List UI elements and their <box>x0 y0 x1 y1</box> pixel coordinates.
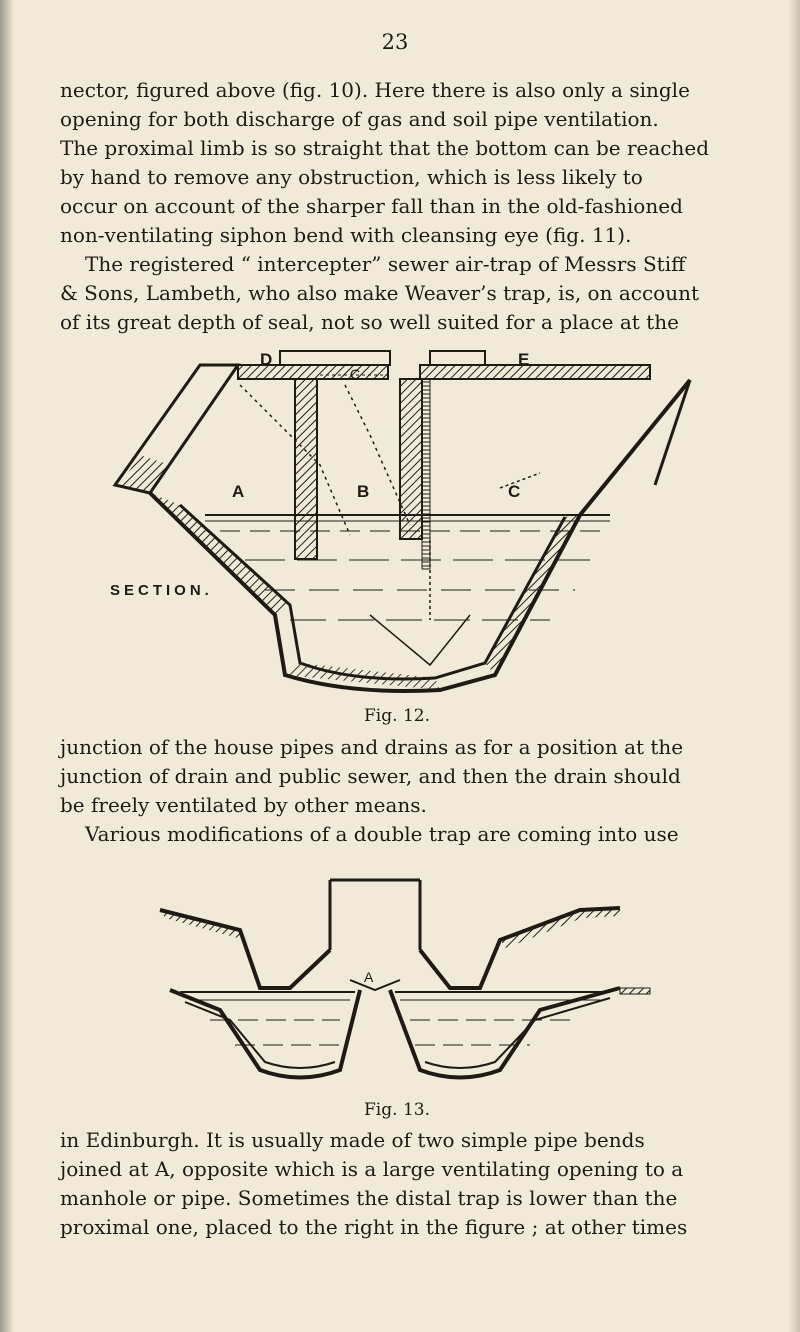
text-line: non-ventilating siphon bend with cleansing eye (fig. 11). <box>60 223 632 247</box>
paragraph-4 <box>60 820 740 849</box>
text-line: be freely ventilated by other means. <box>60 793 427 817</box>
label-c: C <box>508 482 521 501</box>
text-line: joined at A, opposite which is a large ventilating opening to a <box>60 1157 684 1181</box>
label-small-c: C <box>350 366 361 382</box>
text-line: junction of drain and public sewer, and then the drain should <box>60 764 681 788</box>
text-line: in Edinburgh. It is usually made of two simple pipe bends <box>60 1128 645 1152</box>
label-a: A <box>232 482 245 501</box>
text-line: of its great depth of seal, not so well suited for a place at the <box>60 310 679 334</box>
text-line: proximal one, placed to the right in the figure ; at other times <box>60 1215 688 1239</box>
label-section: SECTION. <box>110 582 213 599</box>
text-line: manhole or pipe. Sometimes the distal trap is lower than the <box>60 1186 678 1210</box>
figure-13-illustration <box>150 870 675 1110</box>
paragraph-2 <box>60 250 740 337</box>
label-b: B <box>357 482 370 501</box>
paragraph-1 <box>60 76 740 250</box>
text-line: junction of the house pipes and drains as for a position at the <box>60 735 684 759</box>
label-d: D <box>260 350 273 369</box>
page-edge-left <box>0 0 14 1332</box>
text-line: opening for both discharge of gas and soil pipe ventilation. <box>60 107 659 131</box>
text-line: & Sons, Lambeth, who also make Weaver’s trap, is, on account <box>60 281 700 305</box>
page-edge-right <box>788 0 800 1332</box>
text-line: occur on account of the sharper fall than in the old-fashioned <box>60 194 683 218</box>
text-line: Various modifications of a double trap are coming into use <box>85 822 679 846</box>
paragraph-5 <box>60 1126 740 1242</box>
text-line: The registered “ intercepter” sewer air-trap of Messrs Stiff <box>85 252 686 276</box>
figure-12-caption: Fig. 12. <box>364 706 430 726</box>
text-line: by hand to remove any obstruction, which is less likely to <box>60 165 643 189</box>
text-line: nector, figured above (fig. 10). Here there is also only a single <box>60 78 690 102</box>
figure-12-illustration <box>110 345 710 700</box>
paragraph-3 <box>60 733 740 820</box>
page-number: 23 <box>381 30 409 54</box>
text-line: The proximal limb is so straight that the bottom can be reached <box>60 136 710 160</box>
figure-13-caption: Fig. 13. <box>364 1100 430 1120</box>
label-e: E <box>518 350 530 369</box>
label-a-junction: A <box>364 969 374 985</box>
